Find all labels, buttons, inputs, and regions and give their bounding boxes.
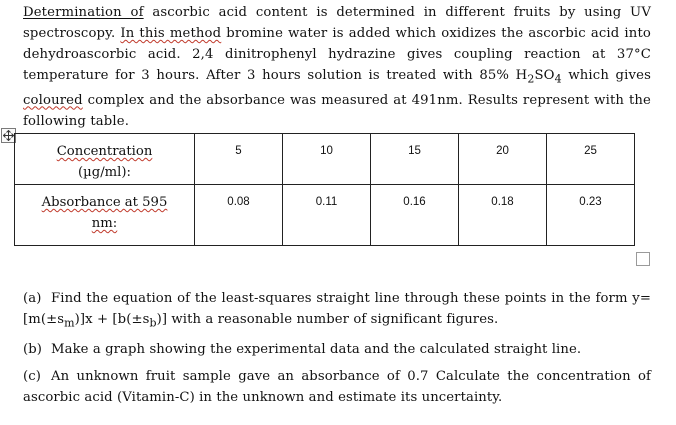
question-a-text-1: Find the equation of the least-squares straight line through these points in the form y=[m(±s bbox=[23, 291, 651, 327]
absorbance-unit: nm: bbox=[91, 216, 118, 231]
concentration-value: 10 bbox=[320, 145, 333, 157]
question-b bbox=[23, 339, 651, 360]
h2so4-sub-4: 4 bbox=[554, 72, 562, 86]
absorbance-label: Absorbance at 595 bbox=[41, 195, 168, 210]
table-cell bbox=[547, 134, 635, 185]
table-cell bbox=[283, 134, 371, 185]
absorbance-value: 0.11 bbox=[315, 196, 338, 208]
question-b-id: (b) bbox=[23, 342, 43, 357]
table-cell bbox=[195, 185, 283, 246]
table-cell bbox=[547, 185, 635, 246]
intro-paragraph bbox=[23, 2, 651, 132]
coloured-word: coloured bbox=[23, 92, 83, 108]
concentration-unit: (µg/ml): bbox=[78, 165, 131, 180]
concentration-label: Concentration bbox=[56, 144, 153, 159]
table-cell bbox=[459, 185, 547, 246]
table-cell bbox=[283, 185, 371, 246]
h2so4-sub-2: 2 bbox=[527, 72, 535, 86]
question-c-text: An unknown fruit sample gave an absorbance of 0.7 Calculate the concentration of ascorbic acid (Vitamin-C) in the unknown and estimate its uncertainty. bbox=[23, 369, 651, 405]
absorbance-value: 0.08 bbox=[227, 196, 250, 208]
four-arrow-move-icon bbox=[3, 130, 14, 141]
question-a-sub-m: m bbox=[64, 316, 75, 330]
question-a-text-3: )] with a reasonable number of significant figures. bbox=[156, 312, 499, 327]
table-row-absorbance bbox=[15, 185, 635, 246]
table-cell bbox=[371, 185, 459, 246]
absorbance-value: 0.23 bbox=[579, 196, 602, 208]
table-cell-label bbox=[15, 134, 195, 185]
table-cell bbox=[195, 134, 283, 185]
intro-text-3: which gives bbox=[561, 68, 651, 83]
concentration-value: 15 bbox=[408, 145, 421, 157]
table-cell-label bbox=[15, 185, 195, 246]
question-c bbox=[23, 366, 651, 408]
intro-text-2: bromine water is added which oxidizes the ascorbic acid into dehydroascorbic acid. 2,4 dinitrophenyl hydrazine gives coupling reaction at 37°C temperature for 3 hours. After 3 hours solution is treated with 85% H bbox=[23, 26, 651, 83]
question-b-text: Make a graph showing the experimental data and the calculated straight line. bbox=[51, 342, 582, 357]
table-cell bbox=[459, 134, 547, 185]
question-a-text-2: )]x + [b(±s bbox=[74, 312, 150, 327]
concentration-value: 5 bbox=[235, 145, 242, 157]
title-underlined: Determination of bbox=[23, 5, 144, 20]
data-table bbox=[14, 133, 635, 246]
table-row-concentration bbox=[15, 134, 635, 185]
concentration-value: 25 bbox=[584, 145, 597, 157]
in-this-method: In this method bbox=[120, 26, 222, 41]
question-a-sub-b: b bbox=[149, 316, 157, 330]
question-a bbox=[23, 288, 651, 334]
h2so4-rest: SO bbox=[534, 68, 555, 83]
absorbance-value: 0.18 bbox=[491, 196, 514, 208]
intro-text-4: complex and the absorbance was measured at 491nm. Results represent with the following table. bbox=[23, 92, 651, 129]
table-cell bbox=[371, 134, 459, 185]
absorbance-value: 0.16 bbox=[403, 196, 426, 208]
square-resize-handle-icon[interactable] bbox=[636, 252, 650, 266]
intro-text-1: ascorbic acid content is determined in different fruits by using UV spectroscopy. bbox=[23, 5, 651, 41]
question-a-id: (a) bbox=[23, 291, 42, 306]
concentration-value: 20 bbox=[496, 145, 509, 157]
question-c-id: (c) bbox=[23, 369, 41, 384]
